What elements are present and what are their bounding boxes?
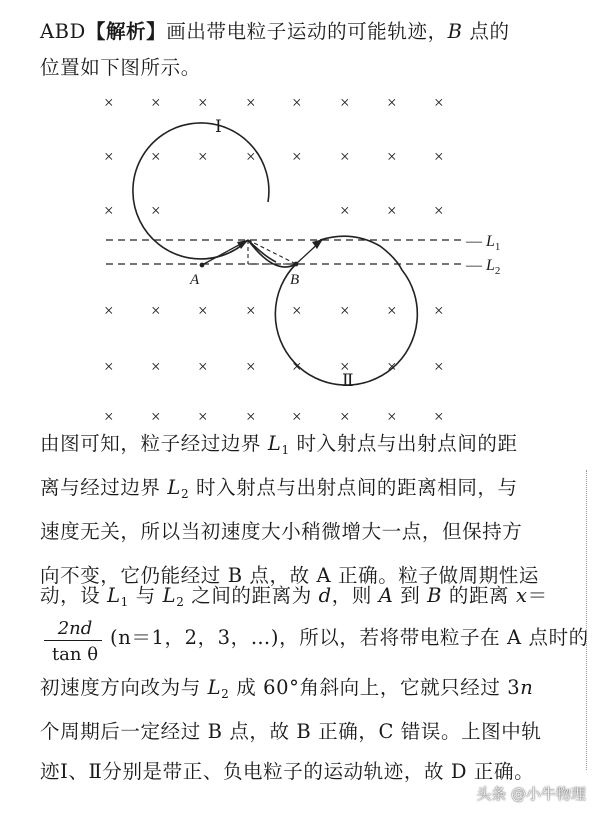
symbol-sub: 2 (221, 687, 230, 701)
body-line-4 (40, 566, 539, 586)
field-cross: × (246, 93, 256, 112)
field-cross: × (340, 301, 350, 320)
body-text: 时入射点与出射点间的距离相同，与 (189, 476, 518, 499)
symbol-d: d (318, 584, 332, 607)
field-cross: × (246, 357, 256, 376)
body-text: 与 (128, 584, 163, 607)
intro-text-a: 画出带电粒子运动的可能轨迹， (166, 20, 448, 43)
field-cross: × (151, 147, 161, 166)
field-cross: × (292, 357, 302, 376)
body-text: 初速度方向改为与 (40, 676, 208, 699)
body-text: (n＝1，2，3，…)，所以，若将带电粒子在 A 点时的 (110, 626, 589, 649)
equals-sign: ＝ (527, 584, 548, 607)
field-cross: × (434, 301, 444, 320)
point-B (294, 262, 299, 267)
body-text: 动，设 (40, 584, 108, 607)
field-cross: × (292, 301, 302, 320)
symbol-L: L (207, 676, 222, 699)
label-trajectory-II: Ⅱ (342, 371, 354, 390)
symbol-A: A (378, 584, 394, 607)
body-text: 向不变，它仍能经过 B 点，故 A 正确。粒子做周期性运 (40, 564, 540, 587)
body-text: ，则 (331, 584, 379, 607)
field-cross: × (387, 357, 397, 376)
body-line-1 (40, 432, 518, 457)
body-text: 时入射点与出射点间的距 (289, 432, 518, 455)
field-cross: × (151, 407, 161, 426)
symbol-L: L (167, 476, 181, 499)
margin-dotted-line (586, 470, 587, 770)
field-cross: × (340, 407, 350, 426)
trajectory-I (133, 123, 269, 259)
symbol-x: x (515, 584, 528, 607)
field-cross: × (151, 357, 161, 376)
trajectory-I-tail (248, 240, 276, 262)
field-cross: × (434, 93, 444, 112)
body-line-6 (110, 628, 589, 648)
body-text: 的距离 (442, 584, 516, 607)
field-cross: × (387, 301, 397, 320)
body-line-9 (40, 762, 534, 782)
field-cross: × (198, 357, 208, 376)
body-text: 迹Ⅰ、Ⅱ分别是带正、负电粒子的运动轨迹，故 D 正确。 (40, 760, 535, 783)
answer-text: ABD (40, 20, 86, 43)
label-L2: — $L_2$ (466, 257, 501, 277)
field-cross: × (104, 357, 114, 376)
field-cross: × (434, 201, 444, 220)
body-line-2 (40, 476, 518, 501)
field-cross: × (104, 407, 114, 426)
field-cross: × (434, 407, 444, 426)
field-cross: × (246, 407, 256, 426)
body-text: 离与经过边界 (40, 476, 168, 499)
symbol-L: L (162, 584, 177, 607)
body-line-3 (40, 522, 522, 542)
field-cross: × (104, 201, 114, 220)
body-text: 速度无关，所以当初速度大小稍微增大一点，但保持方 (40, 520, 523, 543)
body-text: 之间的距离为 (184, 584, 319, 607)
field-cross: × (151, 201, 161, 220)
symbol-L: L (107, 584, 121, 607)
field-cross: × (387, 147, 397, 166)
fraction-numerator: 2nd (57, 618, 93, 639)
intro-line-1 (40, 22, 510, 42)
field-cross: × (292, 407, 302, 426)
analysis-tag: 【解析】 (85, 20, 167, 43)
field-cross: × (434, 147, 444, 166)
trajectory-figure (90, 88, 510, 433)
symbol-n: n (520, 676, 534, 699)
label-L1: — $L_1$ (466, 233, 501, 253)
body-line-7 (40, 676, 534, 701)
field-cross: × (151, 93, 161, 112)
intro-line-2 (40, 58, 201, 78)
intro-text-2: 位置如下图所示。 (40, 56, 201, 79)
field-cross: × (151, 301, 161, 320)
symbol-L: L (267, 432, 282, 455)
symbol-sub: 2 (180, 487, 190, 501)
body-text: 成 60°角斜向上，它就只经过 3 (229, 676, 521, 699)
field-cross: × (340, 93, 350, 112)
label-point-A: A (190, 272, 200, 288)
label-point-B: B (290, 272, 300, 288)
magnetic-field-crosses (104, 93, 444, 426)
field-cross: × (387, 93, 397, 112)
field-cross: × (246, 301, 256, 320)
symbol-sub: 2 (176, 595, 185, 609)
field-cross: × (340, 147, 350, 166)
field-cross: × (434, 357, 444, 376)
symbol-B: B (427, 584, 443, 607)
intro-point-b: B (447, 20, 463, 43)
field-cross: × (198, 301, 208, 320)
point-A (200, 263, 205, 268)
fraction-denominator: tan θ (51, 644, 99, 665)
field-cross: × (387, 201, 397, 220)
field-cross: × (104, 301, 114, 320)
field-cross: × (198, 147, 208, 166)
field-cross: × (104, 93, 114, 112)
field-cross: × (292, 147, 302, 166)
body-line-8 (40, 722, 541, 742)
field-cross: × (198, 407, 208, 426)
field-cross: × (340, 357, 350, 376)
symbol-sub: 1 (281, 443, 290, 457)
fraction-bar (44, 640, 102, 641)
body-text: 由图可知，粒子经过边界 (40, 432, 268, 455)
field-cross: × (198, 93, 208, 112)
symbol-sub: 1 (120, 595, 129, 609)
body-text: 到 (393, 584, 428, 607)
label-trajectory-I: Ⅰ (215, 117, 222, 136)
body-line-5b (40, 584, 548, 609)
field-cross: × (292, 93, 302, 112)
field-cross: × (340, 201, 350, 220)
body-text: 个周期后一定经过 B 点，故 B 正确，C 错误。上图中轨 (40, 720, 542, 743)
field-cross: × (387, 407, 397, 426)
watermark-text: 头条 @小牛物理 (476, 785, 586, 803)
intro-text-b: 点的 (462, 20, 510, 43)
field-cross: × (104, 147, 114, 166)
field-cross: × (246, 147, 256, 166)
